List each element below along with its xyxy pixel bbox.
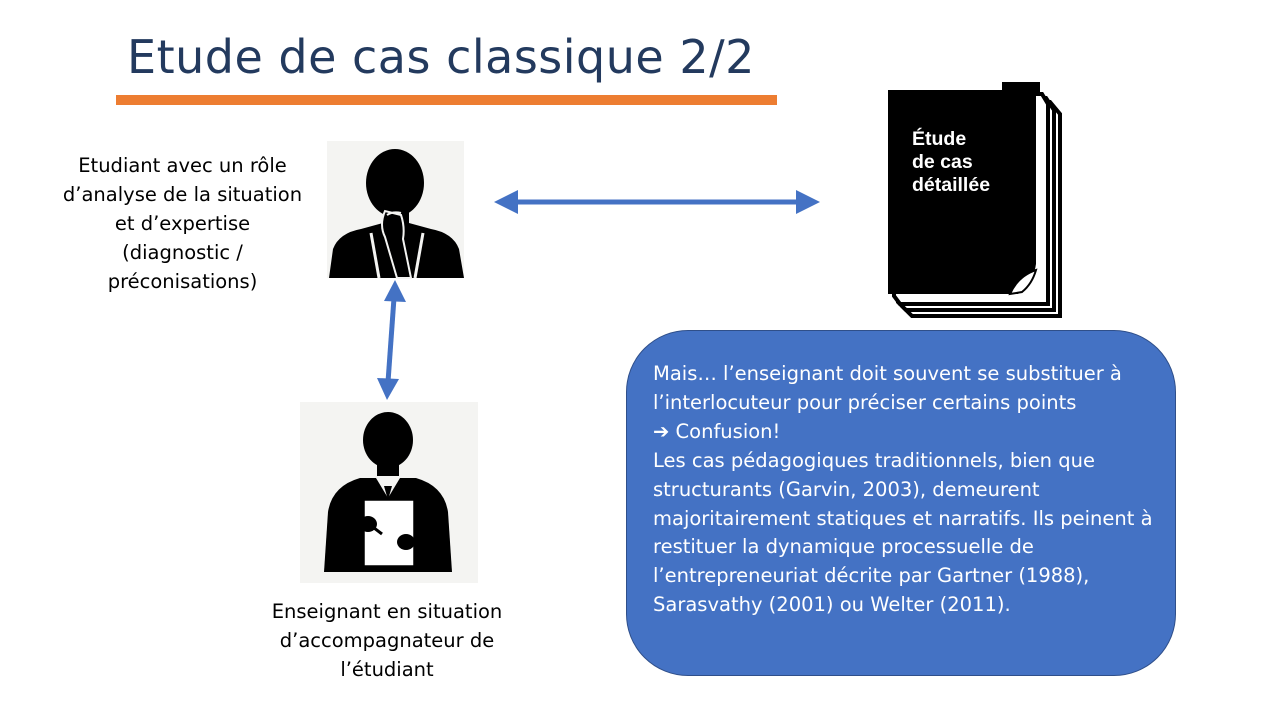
title-underline (116, 95, 777, 105)
person-with-clipboard-icon (300, 402, 478, 583)
double-arrow-horizontal (494, 188, 820, 216)
callout-line: Mais… l’enseignant doit souvent se substituer à (653, 362, 1122, 385)
callout-line: Les cas pédagogiques traditionnels, bien que (653, 448, 1095, 472)
book-title-line: Étude (912, 128, 967, 150)
teacher-label (262, 597, 512, 684)
student-label-line: d’analyse de la situation (62, 183, 303, 206)
callout-line: l’entrepreneuriat décrite par Gartner (1988), (653, 564, 1090, 588)
callout-line: restituer la dynamique processuelle de (653, 535, 1034, 559)
student-label (60, 151, 305, 296)
student-label-line: Etudiant avec un rôle (78, 154, 287, 177)
book-title-line: de cas (912, 151, 973, 173)
teacher-label-line: d’accompagnateur de (279, 629, 495, 652)
teacher-label-line: Enseignant en situation (271, 600, 503, 623)
callout-text (653, 360, 1163, 620)
callout-line: majoritairement statiques et narratifs. Ils peinent à (653, 506, 1153, 530)
teacher-label-line: l’étudiant (340, 658, 434, 681)
student-label-line: et d’expertise (114, 212, 251, 235)
callout-line: l’interlocuteur pour préciser certains points (653, 390, 1077, 414)
callout-line: structurants (Garvin, 2003), demeurent (653, 477, 1040, 501)
callout-line: Sarasvathy (2001) ou Welter (2011). (653, 593, 1011, 617)
callout-line: ➔ Confusion! (653, 419, 781, 443)
slide-title: Etude de cas classique 2/2 (127, 30, 755, 84)
book-icon (884, 80, 1064, 322)
student-label-line: préconisations) (107, 270, 258, 293)
double-arrow-vertical (378, 280, 404, 400)
thinking-person-icon (327, 141, 464, 278)
book-title-line: détaillée (912, 174, 991, 196)
book-title (912, 128, 990, 197)
student-label-line: (diagnostic / (122, 241, 243, 264)
